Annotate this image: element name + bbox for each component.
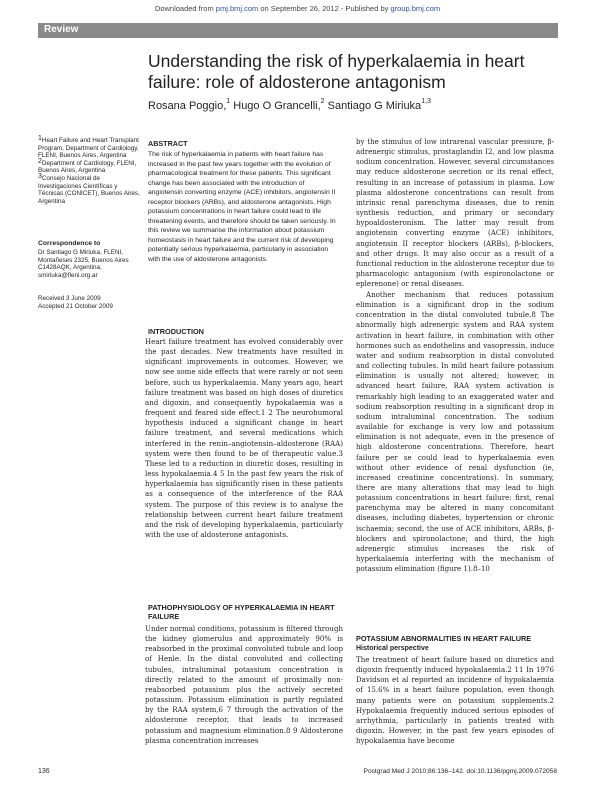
- journal-citation: Postgrad Med J 2010;86:136–142. doi:10.1136/pgmj.2009.072058: [363, 768, 557, 775]
- section-label: Review: [44, 24, 79, 35]
- author-list: [148, 100, 431, 112]
- affiliation: 3Consejo Nacional de Investigaciones Científicas y Técnicas (CONICET), Buenos Aires, Argentina: [38, 172, 140, 205]
- group-link[interactable]: group.bmj.com: [390, 4, 441, 13]
- author-sup: 1,3: [421, 98, 431, 105]
- received-date: Received 3 June 2009: [38, 295, 101, 302]
- pmj-link[interactable]: pmj.bmj.com: [215, 4, 259, 13]
- historical-perspective-heading: Historical perspective: [356, 645, 429, 652]
- author-name: Hugo O Grancelli,: [230, 100, 321, 112]
- pathophysiology-text: Under normal conditions, potassium is filtered through the kidney glomerulus and approximately 90% is reabsorbed in the proximal convoluted tubule and loop of Henle. In the distal convoluted and collecting tubules, intraluminal potassium concentration is directly related to the amount of proximally non-reabsorbed potassium plus the actively secreted potassium. Potassium elimination is partly regulated by the RAA system,6 7 through the activation of the aldosterone receptor, that leads to increased potassium and magnesium elimination.8 9 Aldosterone plasma concentration increases: [145, 624, 343, 745]
- article-dates: [38, 295, 143, 310]
- correspondence-address: Dr Santiago G Miriuka, FLENI, Montañeses 2325, Buenos Aires C1428AQK, Argentina;: [38, 249, 129, 272]
- right-col-paragraph-3: The treatment of heart failure based on diuretics and digoxin frequently induced hypokalaemia.2 11 In 1976 Davidson et al reported an incidence of hypokalaemia of 15.6% in a heart failure population, even though many patients were on potassium supplements.2 Hypokalaemia frequently induced serious episodes of arrhythmia, particularly in patients treated with digoxin. However, in the past few years episodes of hypokalaemia have become: [356, 655, 554, 746]
- download-line: Downloaded from pmj.bmj.com on September 26, 2012 - Published by group.bmj.com: [154, 4, 441, 13]
- pathophysiology-heading: PATHOPHYSIOLOGY OF HYPERKALAEMIA IN HEART FAILURE: [148, 603, 335, 621]
- intro-heading: INTRODUCTION: [148, 327, 204, 336]
- section-banner: [38, 23, 558, 38]
- accepted-date: Accepted 21 October 2009: [38, 302, 113, 310]
- right-col-paragraph-1: by the stimulus of low intrarenal vascular pressure, β-adrenergic stimulus, prostaglandin I2, and low plasma sodium concentration. However, several circumstances may reduce aldosterone secretion or its renal effect, resulting in an increase of potassium in plasma. Low plasma aldosterone concentrations can result from intrinsic renal parenchyma diseases, due to renin synthesis reduction, and primary or secondary hypoaldosteronism. The latter may result from angiotensin converting enzyme (ACE) inhibitors, angiotensin II receptor blockers (ARBs), β-blockers, and other drugs. It may also occur as a result of a functional reduction in the aldosterone receptor due to pharmacologic antagonism (with espironolactone or eplerenone) or renal diseases.: [356, 137, 554, 289]
- affiliations: [38, 137, 143, 205]
- correspondence-details: [38, 249, 143, 279]
- author-name: Santiago G Miriuka: [324, 100, 422, 112]
- author-sup: 2: [320, 98, 325, 105]
- affiliation: 1Heart Failure and Heart Transplant Program, Department of Cardiology, FLENI, Buenos Aires, Argentina: [38, 135, 139, 160]
- abstract-text: The risk of hyperkalaemia in patients with heart failure has increased in the past few years together with the evolution of pharmacological treatment for these patients. This significant change has been associated with the introduction of angiotensin converting enzyme (ACE) inhibitors, angiotensin II receptor blockers (ARBs), and aldosterone antagonists. High potassium concentrations in heart failure could lead to life threatening events, and therefore should be taken seriously. In this review we summarise the information about potassium homeostasis in heart failure and the current risk of developing potentially serious hyperkalaemia, particularly in association with the use of aldosterone antagonists.: [148, 151, 336, 264]
- correspondence-email[interactable]: smiriuka@fleni.org.ar: [38, 271, 98, 279]
- correspondence-heading: Correspondence to: [38, 240, 101, 247]
- author-sup: 1: [226, 98, 231, 105]
- author-name: Rosana Poggio,: [148, 100, 227, 112]
- right-col-paragraph-2: Another mechanism that reduces potassium elimination is a significant drop in the sodium concentration in the distal convoluted tubule.8 The abnormally high adrenergic system and RAA system activation in heart failure, in combination with other hormones such as endothelins and vasopressin, induce water and sodium reabsorption in distal convoluted and collecting tubules. In mild heart failure potassium elimination is usually not altered; however, in advanced heart failure, RAA system activation is remarkably high leading to an exaggerated water and sodium reabsorption resulting in a significant drop in sodium intraluminal concentration. The sodium available for exchange is very low and potassium elimination is not adequate, even in the presence of high aldosterone concentrations. Therefore, heart failure per se could lead to hyperkalaemia even without other evidence of renal dysfunction (ie, increased creatinine concentrations). In summary, there are many alterations that may lead to high potassium concentrations in heart failure: first, renal parenchyma may be altered in many concomitant diseases, including diabetes, hypertension or chronic ischaemia; second, the use of ACE inhibitors, ARBs, β-blockers and spironolactone; and third, the high adrenergic stimulus increases the risk of hyperkalaemia interfering with the mechanism of potassium elimination (figure 1).8–10: [356, 290, 554, 574]
- article-title: Understanding the risk of hyperkalaemia in heart failure: role of aldosterone antagonism: [148, 51, 525, 92]
- intro-text: Heart failure treatment has evolved considerably over the past decades. New treatments have resulted in significant improvements in outcomes. However, we now see some side effects that were rarely or not seen before, such us hyperkalaemia. Many years ago, heart failure treatment was based on high doses of diuretics and digoxin, and consequently hypokalaemia was a frequent and feared side effect.1 2 The neurohumoral hypothesis induced a significant change in heart failure treatment, and several medications which interfered in the renin–angiotensin–aldosterone (RAA) system were then found to be of therapeutic value.3 These led to a reduction in diuretic doses, resulting in less hypokalaemia.4 5 In the past few years the risk of hyperkalaemia has significantly risen in these patients as a consequence of the interference of the RAA system. The purpose of this review is to analyse the relationship between current heart failure treatment and the risk of developing hyperkalaemia, particularly with the use of aldosterone antagonists.: [145, 337, 343, 539]
- affiliation: 2Department of Cardiology, FLENI, Buenos Aires, Argentina: [38, 157, 137, 175]
- potassium-abnormalities-heading: POTASSIUM ABNORMALITIES IN HEART FAILURE: [356, 634, 532, 643]
- abstract-heading: ABSTRACT: [148, 139, 188, 148]
- page-number: 136: [38, 768, 50, 775]
